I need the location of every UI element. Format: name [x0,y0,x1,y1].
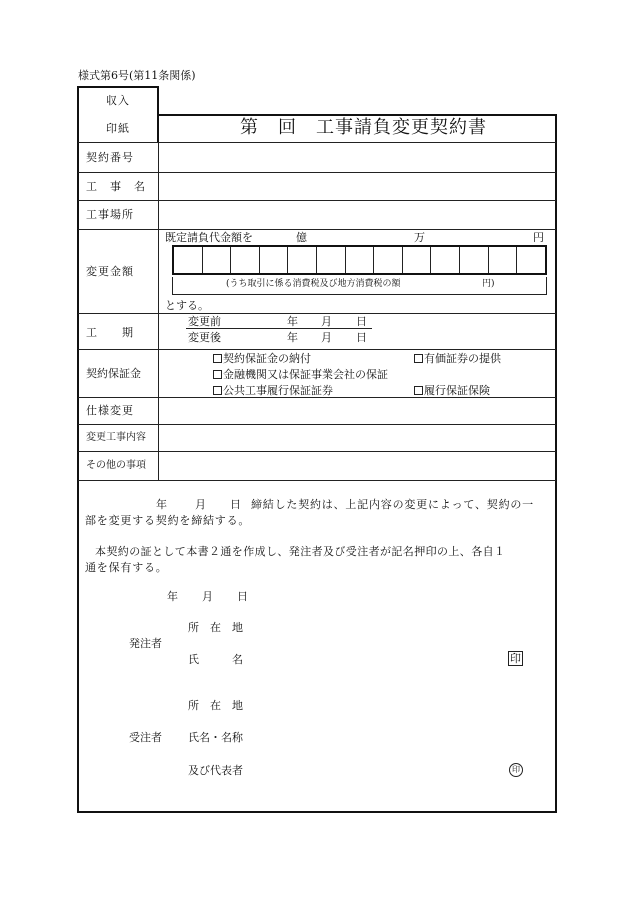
digit-cell[interactable] [203,247,232,273]
stamp-label-2: 印紙 [106,122,130,135]
row-line [78,172,556,173]
orderer-address-label: 所 在 地 [188,621,243,634]
guarantee-option-5[interactable]: 履行保証保険 [414,385,490,396]
checkbox[interactable] [213,386,222,395]
label-work-place: 工事場所 [86,208,134,221]
period-before-day: 日 [356,315,367,328]
stamp-label-1: 収入 [106,94,130,107]
period-underline [186,328,372,329]
frame-top-right [157,114,557,116]
amount-man: 万 [414,231,425,244]
digit-cell[interactable] [317,247,346,273]
label-change-amount: 変更金額 [86,265,134,278]
label-contract-no: 契約番号 [86,151,134,164]
row-line [78,451,556,452]
label-period: 工 期 [86,326,134,339]
checkbox[interactable] [213,354,222,363]
contractor-name-label: 氏名・名称 [188,731,243,744]
row-line [78,142,556,143]
document-title: 第 回 工事請負変更契約書 [240,117,487,138]
contractor-label: 受注者 [129,731,162,744]
tax-yen: 円) [482,279,495,289]
body-p1-line2: 部を変更する契約を締結する。 [85,514,251,527]
digit-cell[interactable] [174,247,203,273]
body-day: 日 [230,498,241,511]
period-before-year: 年 [287,315,298,328]
digit-cell[interactable] [231,247,260,273]
digit-cell[interactable] [517,247,545,273]
sign-year: 年 [167,590,178,603]
seal-square-icon: 印 [510,652,521,665]
label-work-content: 変更工事内容 [86,432,146,443]
row-line [78,424,556,425]
digit-cell[interactable] [260,247,289,273]
frame-right [555,114,557,813]
period-after-month: 月 [321,331,332,344]
body-p2-line2: 通を保有する。 [85,561,168,574]
seal-circle-icon: 印 [509,763,523,777]
amount-oku: 億 [296,231,307,244]
guarantee-option-2[interactable]: 有価証券の提供 [414,353,501,364]
digit-cell[interactable] [403,247,432,273]
sign-day: 日 [237,590,248,603]
row-line [78,480,556,481]
checkbox[interactable] [414,354,423,363]
stamp-box-right [157,86,159,142]
label-column-divider [158,142,159,480]
period-before-month: 月 [321,315,332,328]
orderer-name-label: 氏 名 [188,653,243,666]
digit-cell[interactable] [489,247,518,273]
guarantee-option-3[interactable]: 金融機関又は保証事業会社の保証 [213,369,388,380]
frame-top [77,86,158,88]
digit-cell[interactable] [346,247,375,273]
digit-cell[interactable] [374,247,403,273]
contractor-address-label: 所 在 地 [188,699,243,712]
sign-month: 月 [202,590,213,603]
checkbox[interactable] [213,370,222,379]
amount-digit-box[interactable] [172,245,547,275]
checkbox[interactable] [414,386,423,395]
label-guarantee: 契約保証金 [86,367,141,380]
label-work-name: 工 事 名 [86,180,146,193]
label-other: その他の事項 [86,460,146,471]
digit-cell[interactable] [460,247,489,273]
period-after-year: 年 [287,331,298,344]
row-line [78,349,556,350]
form-number: 様式第6号(第11条関係) [78,69,196,82]
contractor-rep-label: 及び代表者 [188,764,243,777]
period-after-day: 日 [356,331,367,344]
body-year: 年 [156,498,167,511]
body-month: 月 [195,498,206,511]
amount-yen: 円 [533,231,544,244]
frame-bottom [77,811,557,813]
row-line [78,229,556,230]
label-spec-change: 仕様変更 [86,404,134,417]
tax-note: (うち取引に係る消費税及び地方消費税の額 [226,279,401,289]
body-p1-line1: 締結した契約は、上記内容の変更によって、契約の一 [251,498,534,511]
frame-left [77,86,79,813]
body-p2-line1: 本契約の証として本書２通を作成し、発注者及び受注者が記名押印の上、各自１ [95,545,506,558]
digit-cell[interactable] [288,247,317,273]
row-line [78,397,556,398]
row-line [78,200,556,201]
period-after: 変更後 [188,331,221,344]
guarantee-option-1[interactable]: 契約保証金の納付 [213,353,311,364]
period-before: 変更前 [188,315,221,328]
guarantee-option-4[interactable]: 公共工事履行保証証券 [213,385,333,396]
amount-suffix: とする。 [165,299,209,312]
row-line [78,313,556,314]
digit-cell[interactable] [431,247,460,273]
amount-prefix: 既定請負代金額を [165,231,253,244]
orderer-label: 発注者 [129,637,162,650]
